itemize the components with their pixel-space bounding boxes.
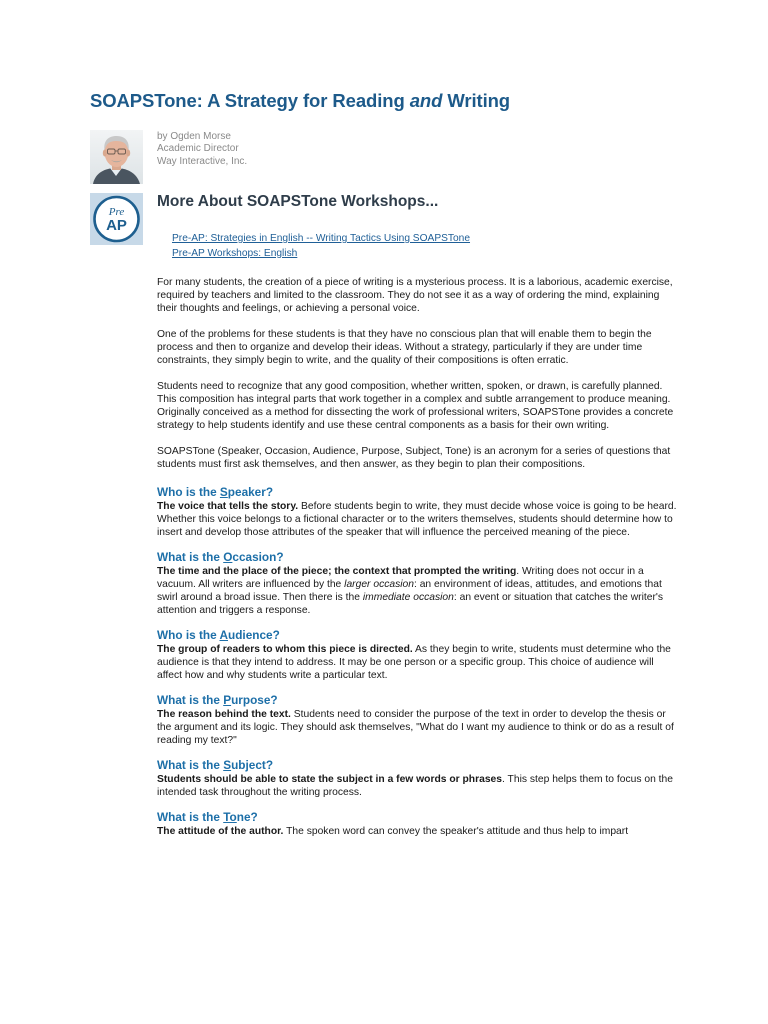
intro-paragraph: Students need to recognize that any good composition, whether written, spoken, or drawn, is carefully planned. This composition has integral parts that work together in a complex and subtle arrangement to produce meaning. Originally conceived as a method for dissecting the work of professional writers, SOAPSTone provides a concrete strategy to help students identify and use these central components as a basis for their own writing. [157,381,674,431]
page-title: SOAPSTone: A Strategy for Reading and Writing [90,90,511,111]
link-strategies-in-english[interactable]: Pre-AP: Strategies in English -- Writing Tactics Using SOAPSTone [172,233,471,244]
pre-ap-logo [90,193,143,245]
link-preap-workshops-english[interactable]: Pre-AP Workshops: English [172,247,298,259]
section-text: Students should be able to state the subject in a few words or phrases. This step helps them to focus on the intended task throughout the writing process. [157,774,673,798]
section-text: The group of readers to whom this piece is directed. As they begin to write, students must determine who the audience is that they intend to address. It may be one person or a specific group. This choice of audience will affect how and why students write a particular text. [157,644,671,681]
intro-paragraph: SOAPSTone (Speaker, Occasion, Audience, Purpose, Subject, Tone) is an acronym for a series of questions that students must first ask themselves, and then answer, as they begin to plan their compositions. [157,446,671,470]
author-company: Way Interactive, Inc. [157,155,248,167]
section-audience [157,627,681,682]
section-tone [157,809,681,838]
section-heading: What is the Purpose? [157,693,278,707]
svg-text:Pre: Pre [108,206,125,218]
workshops-heading: More About SOAPSTone Workshops... [157,193,439,210]
section-text: The reason behind the text. Students need to consider the purpose of the text in order to develop the thesis or the argument and its logic. They should ask themselves, "What do I want my audience to think or do as a result of reading my text?" [157,709,674,746]
author-photo [90,130,143,184]
section-heading: Who is the Speaker? [157,485,274,499]
section-heading: What is the Occasion? [157,550,284,564]
author-byline [157,131,247,168]
workshop-links [172,232,470,261]
section-purpose [157,692,681,747]
section-heading: What is the Subject? [157,758,274,772]
section-text: The time and the place of the piece; the context that prompted the writing. Writing does not occur in a vacuum. All writers are influenced by the larger occasion: an environment of ideas, attitudes, and emotions that swirl around a broad issue. Then there is the immediate occasion: an event or situation that catches the writer's attention and triggers a response. [157,566,664,616]
section-heading: What is the Tone? [157,810,258,824]
section-text: The voice that tells the story. Before students begin to write, they must decide whose voice is going to be heard. Whether this voice belongs to a fictional character or to the writers themselves, students should determine how to insert and develop those attributes of the speaker that will influence the perceived meaning of the piece. [157,501,677,538]
article-body [157,276,681,848]
svg-text:AP: AP [106,217,127,234]
section-text: The attitude of the author. The spoken word can convey the speaker's attitude and thus help to impart [157,826,629,837]
section-occasion [157,549,681,617]
intro-paragraph: One of the problems for these students is that they have no conscious plan that will enable them to begin the process and then to organize and develop their ideas. Without a strategy, particularly if they are under time constraints, they simply begin to write, and the quality of their compositions is often erratic. [157,329,652,366]
author-title: Academic Director [157,143,239,155]
section-heading: Who is the Audience? [157,628,280,642]
intro-paragraph: For many students, the creation of a piece of writing is a mysterious process. It is a laborious, academic exercise, required by teachers and limited to the classroom. They do not see it as a way of ordering the mind, explaining their thoughts and feelings, or achieving a personal voice. [157,277,673,314]
section-speaker [157,484,681,539]
author-name: by Ogden Morse [157,131,231,142]
section-subject [157,757,681,799]
